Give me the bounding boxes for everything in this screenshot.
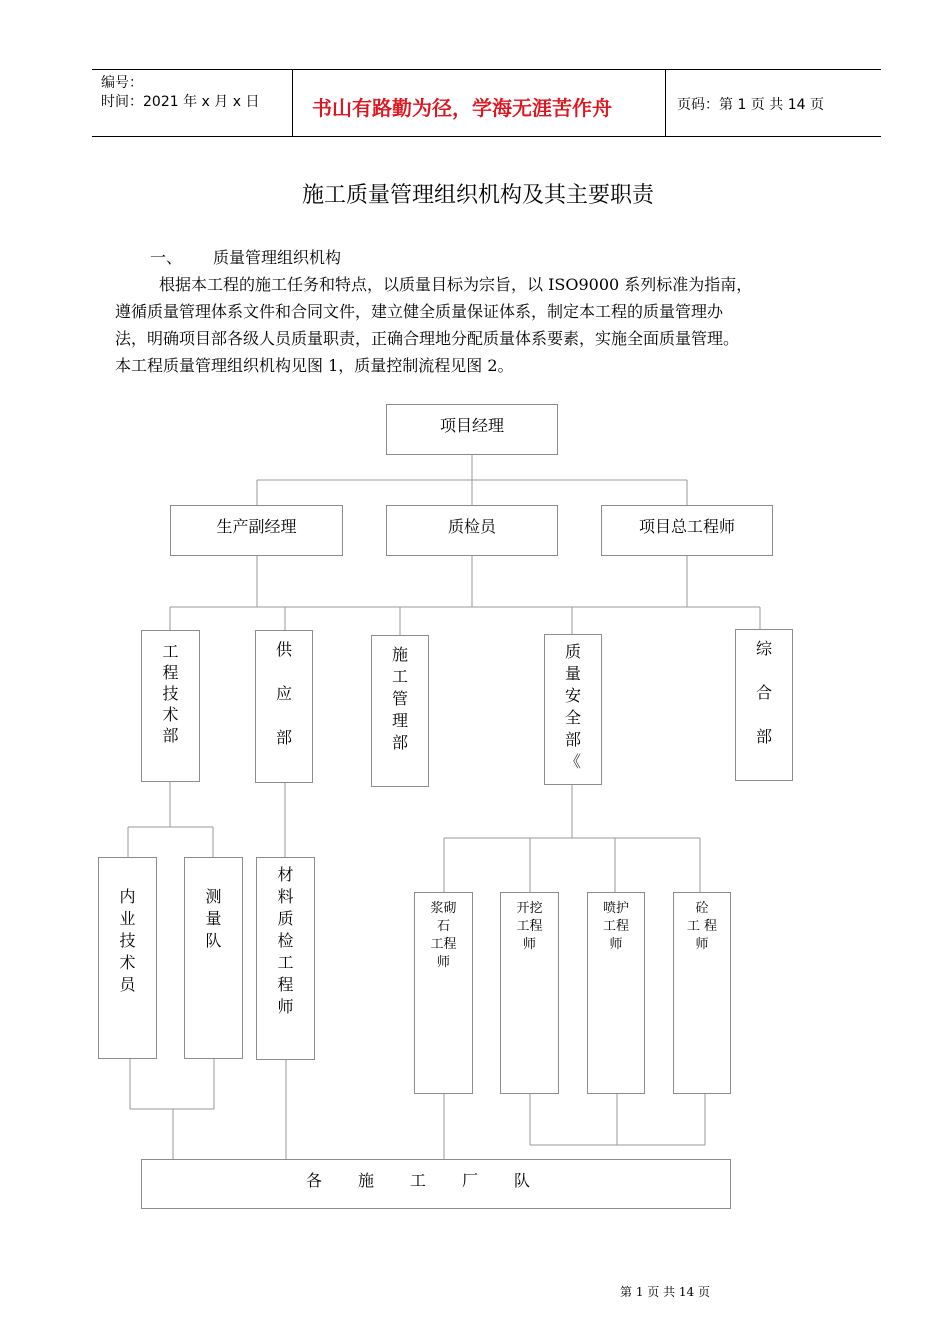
chief-engineer-label: 项目总工程师 <box>638 517 735 536</box>
project-manager-label: 项目经理 <box>439 416 504 435</box>
internal-tech-staff-box <box>98 857 157 1059</box>
masonry-engineer-label: 浆砌 石 工程 师 <box>430 901 457 970</box>
paragraph-line-3: 法，明确项目部各级人员质量职责，正确合理地分配质量体系要素，实施全面质量管理。 <box>115 329 740 348</box>
deputy-production-manager-box <box>170 505 343 556</box>
engineering-tech-dept-box <box>141 630 200 782</box>
engineering-tech-dept-label: 工 程 技 术 部 <box>162 642 179 745</box>
material-inspection-engineer-label: 材 料 质 检 工 程 师 <box>277 865 294 1016</box>
paragraph-line-2: 遵循质量管理体系文件和合同文件，建立健全质量保证体系，制定本工程的质量管理办 <box>115 302 724 321</box>
concrete-engineer-box <box>673 892 731 1094</box>
construction-teams-label: 各施工厂队 <box>305 1171 566 1190</box>
shotcrete-engineer-box <box>587 892 645 1094</box>
material-inspection-engineer-box <box>256 857 315 1060</box>
excavation-engineer-label: 开挖 工程 师 <box>516 901 543 952</box>
masonry-engineer-box <box>414 892 473 1094</box>
concrete-engineer-label: 砼 工 程 师 <box>686 901 718 952</box>
general-affairs-dept-box <box>735 629 793 781</box>
motto: 书山有路勤为径，学海无涯苦作舟 <box>312 96 612 120</box>
serial-label: 编号： <box>101 75 143 91</box>
page-title: 施工质量管理组织机构及其主要职责 <box>302 183 655 208</box>
section-number: 一、 <box>150 248 183 267</box>
quality-safety-dept-box <box>544 634 602 785</box>
construction-mgmt-dept-box <box>371 635 429 787</box>
paragraph-line-4: 本工程质量管理组织机构见图 1，质量控制流程见图 2。 <box>115 356 514 375</box>
project-manager-box <box>386 404 558 455</box>
paragraph-line-1: 根据本工程的施工任务和特点，以质量目标为宗旨，以 ISO9000 系列标准为指南， <box>159 275 753 294</box>
supply-dept-box <box>255 630 313 783</box>
survey-team-box <box>184 857 243 1059</box>
deputy-production-manager-label: 生产副经理 <box>216 517 297 536</box>
excavation-engineer-box <box>500 892 559 1094</box>
construction-mgmt-dept-label: 施 工 管 理 部 <box>391 645 408 752</box>
chief-engineer-box <box>601 505 773 556</box>
quality-safety-dept-label: 质 量 安 全 部 《 <box>564 642 581 771</box>
survey-team-label: 测 量 队 <box>205 887 222 950</box>
internal-tech-staff-label: 内 业 技 术 员 <box>119 887 136 994</box>
supply-dept-label: 供 应 部 <box>275 640 292 747</box>
general-affairs-dept-label: 综 合 部 <box>755 639 772 746</box>
quality-inspector-label: 质检员 <box>447 517 496 536</box>
section-title: 质量管理组织机构 <box>213 248 342 267</box>
time-label: 时间：2021 年 x 月 x 日 <box>101 94 260 110</box>
construction-teams-box <box>141 1159 731 1209</box>
quality-inspector-box <box>386 505 558 556</box>
page-footer: 第 1 页 共 14 页 <box>620 1285 710 1299</box>
page-label: 页码：第 1 页 共 14 页 <box>677 97 824 113</box>
shotcrete-engineer-label: 喷护 工程 师 <box>602 901 629 952</box>
